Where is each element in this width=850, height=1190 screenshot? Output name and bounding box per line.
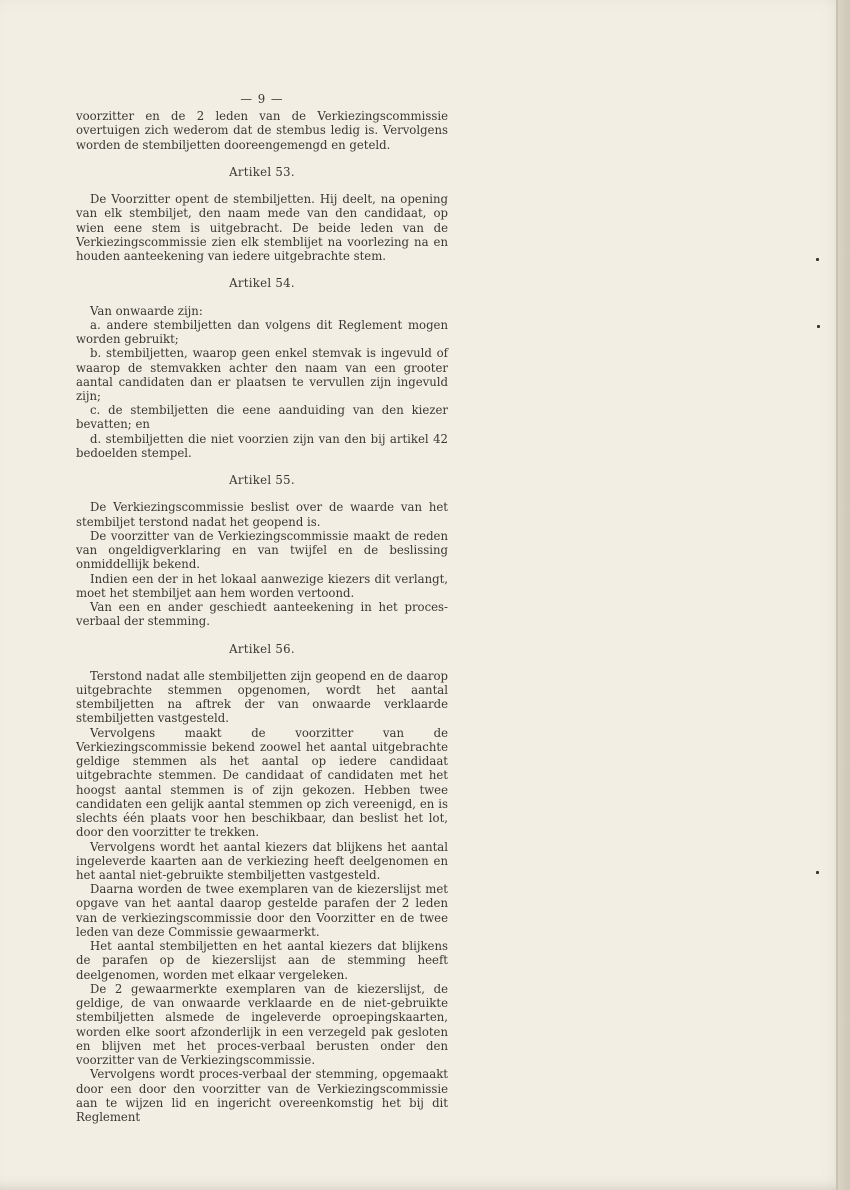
paragraph: Vervolgens wordt proces-verbaal der stemming, opgemaakt door een door den voorzitter van de Verkiezingscommissie aan te wijzen lid en ingericht overeenkomstig het bij dit Reglement: [76, 1067, 448, 1124]
paragraph: De 2 gewaarmerkte exemplaren van de kiezerslijst, de geldige, de van onwaarde verklaarde en de niet-gebruikte stembiljetten alsmede de ingeleverde oproepingskaarten, worden elke soort afzonderlijk in een verzegeld pak gesloten en blijven met het proces-verbaal berusten onder den voorzitter van de Verkiezingscommissie.: [76, 981, 448, 1068]
paragraph: Het aantal stembiljetten en het aantal kiezers dat blijkens de parafen op de kiezerslijst aan de stemming heeft deelgenomen, worden met elkaar vergeleken.: [76, 939, 448, 982]
paragraph: Van een en ander geschiedt aanteekening in het proces-verbaal der stemming.: [76, 600, 448, 629]
margin-mark: [816, 258, 819, 261]
paragraph: De Verkiezingscommissie beslist over de waarde van het stembiljet terstond nadat het geopend is.: [76, 500, 448, 529]
margin-mark: [816, 871, 819, 874]
article-heading: Artikel 53.: [229, 164, 295, 179]
paragraph: Terstond nadat alle stembiljetten zijn geopend en de daarop uitgebrachte stemmen opgenomen, wordt het aantal stembiljetten na aftrek der van onwaarde verklaarde stembiljetten vastgesteld.: [76, 668, 448, 726]
margin-mark: [817, 325, 820, 328]
paragraph: b. stembiljetten, waarop geen enkel stemvak is ingevuld of waarop de stemvakken achter den naam van een grooter aantal candidaten dan er plaatsen te vervullen zijn ingevuld zijn;: [76, 346, 448, 403]
paragraph: Vervolgens maakt de voorzitter van de Verkiezingscommissie bekend zoowel het aantal uitgebrachte geldige stemmen als het aantal op iedere candidaat uitgebrachte stemmen. De candidaat of candidaten met het hoogst aantal stemmen is of zijn gekozen. Hebben twee candidaten een gelijk aantal stemmen op zich vereenigd, en is slechts één plaats voor hen beschikbaar, dan beslist het lot, door den voorzitter te trekken.: [76, 725, 448, 840]
article-heading: Artikel 55.: [229, 473, 295, 488]
content-blocks: [76, 109, 448, 1124]
article-heading: Artikel 56.: [229, 641, 295, 656]
paragraph: a. andere stembiljetten dan volgens dit Reglement mogen worden gebruikt;: [76, 317, 448, 347]
page-edge-shadow: [838, 0, 850, 1190]
paragraph: Indien een der in het lokaal aanwezige kiezers dit verlangt, moet het stembiljet aan hem worden vertoond.: [76, 571, 448, 600]
paragraph: Daarna worden de twee exemplaren van de kiezerslijst met opgave van het aantal daarop gestelde parafen der 2 leden van de verkiezingscommissie door den Voorzitter en de twee leden van deze Commissie gewaarmerkt.: [76, 882, 448, 939]
article-heading: Artikel 54.: [229, 276, 295, 291]
paragraph: d. stembiljetten die niet voorzien zijn van den bij artikel 42 bedoelden stempel.: [76, 431, 448, 460]
paragraph: c. de stembiljetten die eene aanduiding van den kiezer bevatten; en: [76, 403, 448, 432]
paragraph: Vervolgens wordt het aantal kiezers dat blijkens het aantal ingeleverde kaarten aan de verkiezing heeft deelgenomen en het aantal niet-gebruikte stembiljetten vastgesteld.: [76, 839, 448, 883]
page-number: — 9 —: [240, 92, 284, 106]
paragraph: Van onwaarde zijn:: [90, 303, 203, 318]
text-column: [76, 92, 448, 1124]
paragraph: De Voorzitter opent de stembiljetten. Hij deelt, na opening van elk stembiljet, den naam mede van den candidaat, op wien eene stem is uitgebracht. De beide leden van de Verkiezingscommissie zien elk stemblijet na voorlezing na en houden aanteekening van iedere uitgebrachte stem.: [76, 192, 448, 264]
paragraph: De voorzitter van de Verkiezingscommissie maakt de reden van ongeldigverklaring en van twijfel en de beslissing onmiddellijk bekend.: [76, 528, 448, 572]
paragraph: voorzitter en de 2 leden van de Verkiezingscommissie overtuigen zich wederom dat de stembus ledig is. Vervolgens worden de stembiljetten dooreengemengd en geteld.: [76, 109, 448, 152]
